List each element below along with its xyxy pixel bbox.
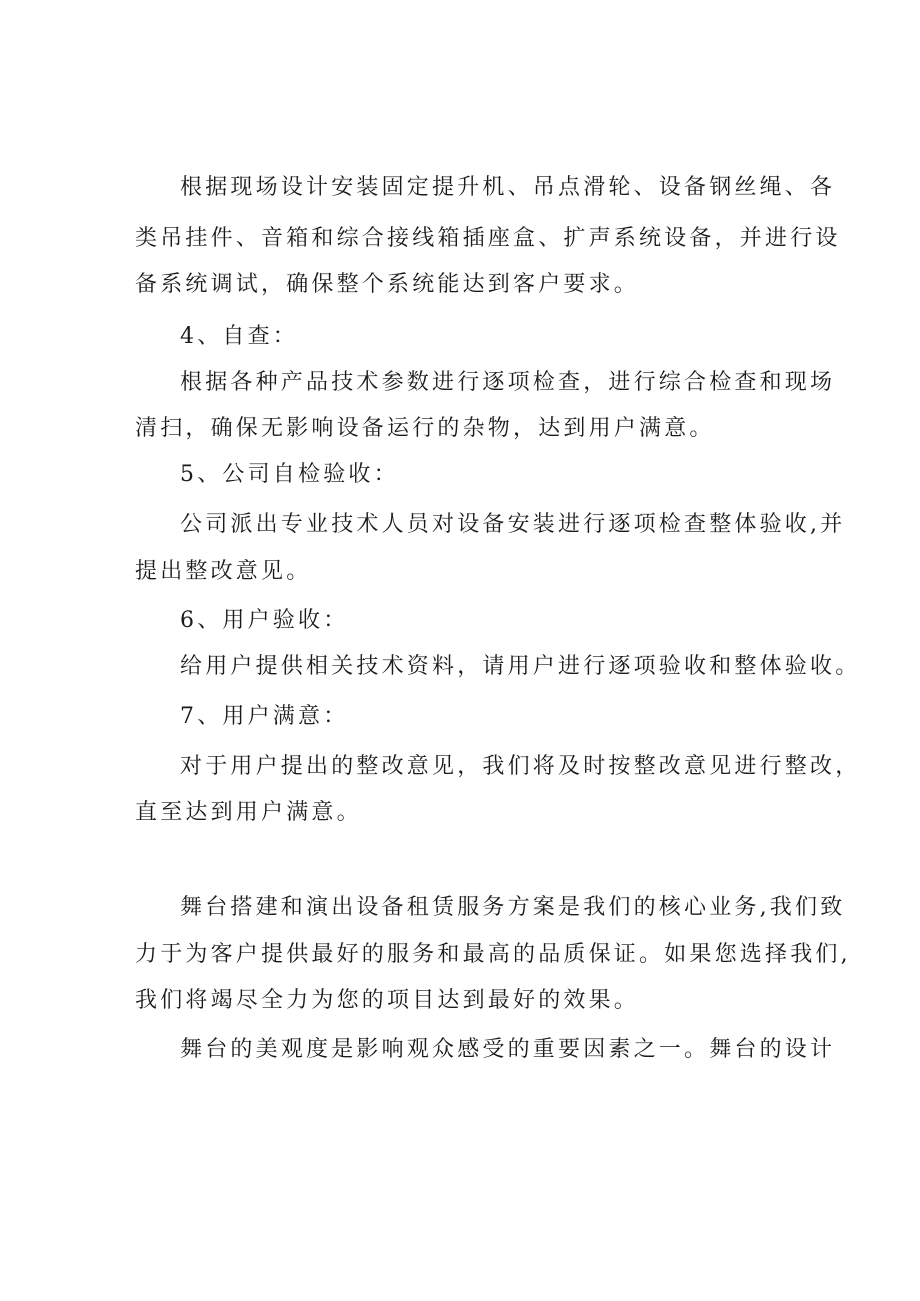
paragraph-7-line-1: 舞台的美观度是影响观众感受的重要因素之一。舞台的设计: [180, 1037, 836, 1062]
paragraph-4-line-1: 给用户提供相关技术资料，请用户进行逐项验收和整体验收。: [180, 654, 861, 679]
paragraph-2-line-1: 根据各种产品技术参数进行逐项检查，进行综合检查和现场: [180, 370, 836, 395]
paragraph-1-line-3: 备系统调试，确保整个系统能达到客户要求。: [135, 272, 640, 297]
paragraph-6-line-2: 力于为客户提供最好的服务和最高的品质保证。如果您选择我们,: [135, 942, 851, 967]
paragraph-6-line-3: 我们将竭尽全力为您的项目达到最好的效果。: [135, 988, 640, 1013]
section-heading-7: 7、用户满意：: [180, 704, 349, 729]
section-heading-6: 6、用户验收：: [180, 608, 349, 633]
paragraph-3-line-2: 提出整改意见。: [135, 559, 312, 584]
section-heading-5: 5、公司自检验收：: [180, 462, 399, 487]
paragraph-1-line-1: 根据现场设计安装固定提升机、吊点滑轮、设备钢丝绳、各: [180, 175, 836, 200]
paragraph-5-line-2: 直至达到用户满意。: [135, 800, 362, 825]
paragraph-3-line-1: 公司派出专业技术人员对设备安装进行逐项检查整体验收,并: [180, 512, 846, 537]
paragraph-6-line-1: 舞台搭建和演出设备租赁服务方案是我们的核心业务,我们致: [180, 895, 846, 920]
paragraph-2-line-2: 清扫，确保无影响设备运行的杂物，达到用户满意。: [135, 416, 715, 441]
section-heading-4: 4、自查：: [180, 324, 298, 349]
paragraph-1-line-2: 类吊挂件、音箱和综合接线箱插座盒、扩声系统设备，并进行设: [135, 226, 841, 251]
paragraph-5-line-1: 对于用户提出的整改意见，我们将及时按整改意见进行整改，: [180, 754, 861, 779]
